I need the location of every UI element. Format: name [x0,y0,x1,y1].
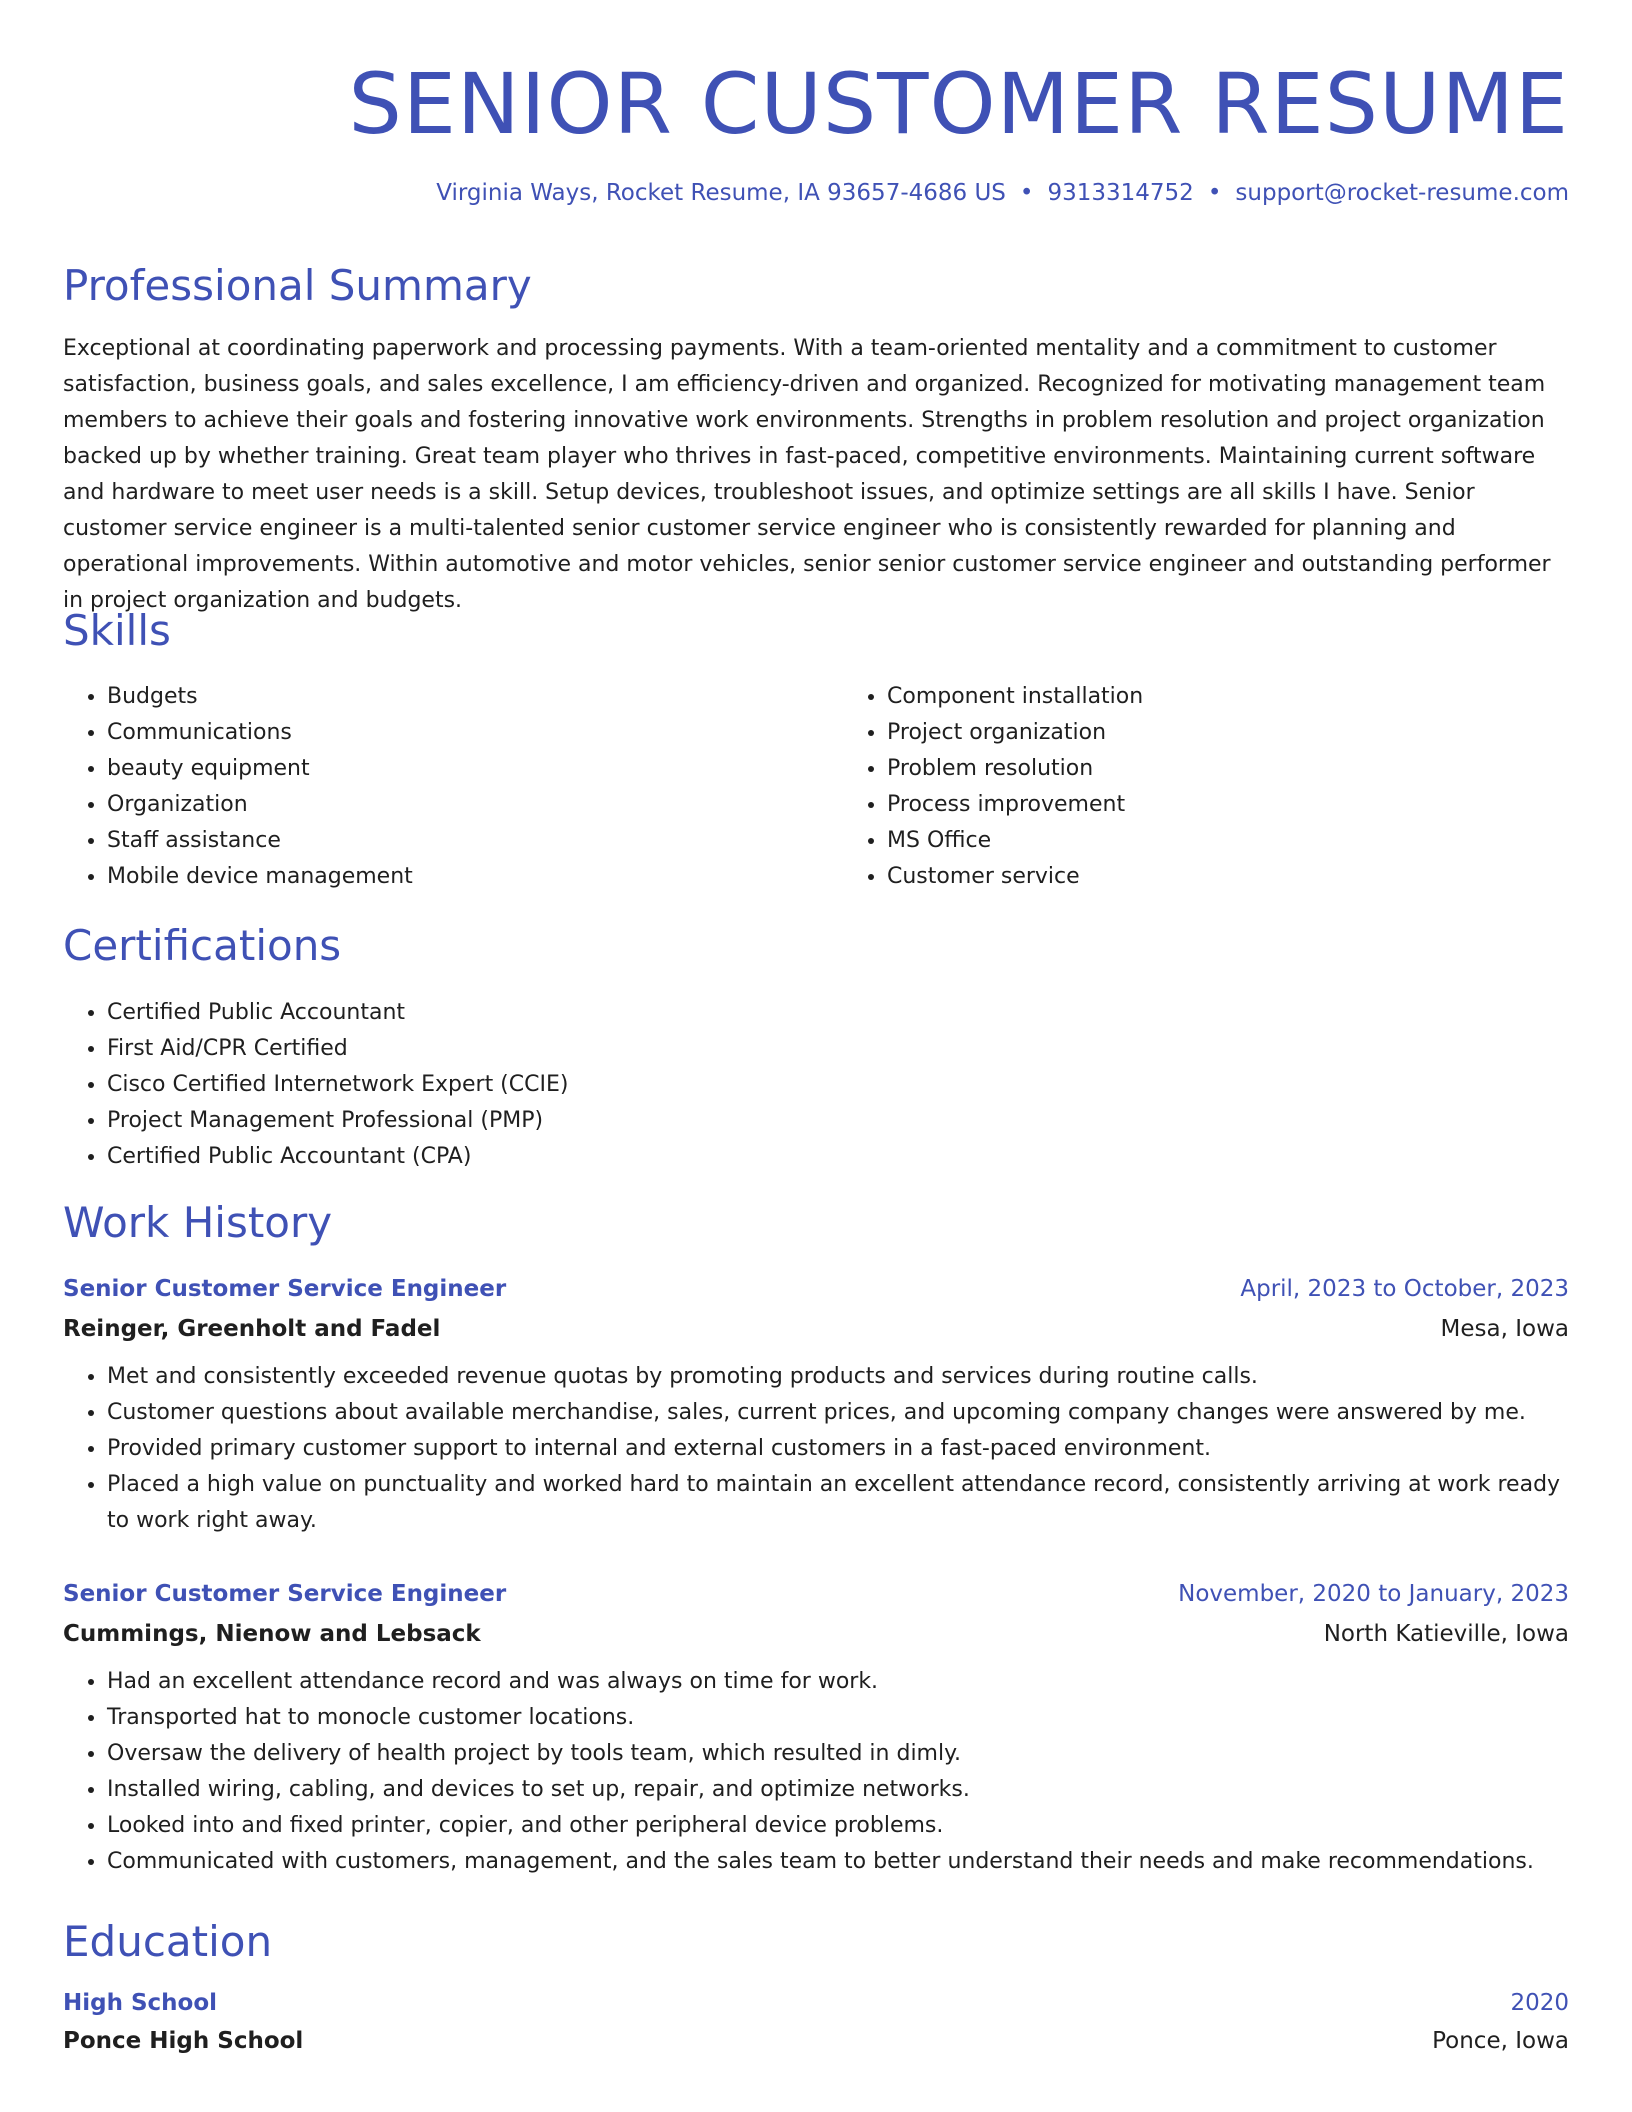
summary-text: Exceptional at coordinating paperwork and processing payments. With a team-oriented mentality and a commitment to customer satisfaction, business goals, and sales excellence, I am efficiency-driven and organized. Recognized for motivating management team members to achieve their goals and fostering innovative work environments. Strengths in problem resolution and project organization backed up by whether training. Great team player who thrives in fast-paced, competitive environments. Maintaining current software and hardware to meet user needs is a skill. Setup devices, troubleshoot issues, and optimize settings are all skills I have. Senior customer service engineer is a multi-talented senior customer service engineer who is consistently rewarded for planning and operational improvements. Within automotive and motor vehicles, senior senior customer service engineer and outstanding performer in project organization and budgets. [63,336,1551,613]
job-dates: November, 2020 to January, 2023 [1178,1581,1569,1607]
skill-item: • Budgets [107,679,843,715]
job-location: North Katieville, Iowa [1323,1621,1569,1647]
job-title: Senior Customer Service Engineer [63,1276,507,1302]
job-entry [63,1271,1569,1539]
job-bullet: • Customer questions about available merchandise, sales, current prices, and upcoming company changes were answered by me. [107,1395,1569,1431]
skill-item: • Project organization [887,715,1623,751]
job-bullet: • Had an excellent attendance record and was always on time for work. [107,1664,1569,1700]
contact-separator: • [1207,180,1222,206]
skills-grid [63,679,1569,895]
skill-item: • Staff assistance [107,823,843,859]
resume-name: SENIOR CUSTOMER RESUME [348,55,1569,153]
job-bullets [63,1664,1569,1880]
summary-section [63,261,1569,311]
education-degree: High School [63,1990,218,2016]
contact-separator: • [1019,180,1034,206]
certification-item: • Certified Public Accountant [107,995,1569,1031]
education-year: 2020 [1510,1990,1569,2016]
work-section [63,1198,1569,1248]
job-dates: April, 2023 to October, 2023 [1240,1276,1569,1302]
certifications-section [63,921,1569,971]
certifications-title: Certifications [63,921,342,970]
job-location: Mesa, Iowa [1440,1316,1569,1342]
job-bullet: • Provided primary customer support to internal and external customers in a fast-paced environment. [107,1431,1569,1467]
job-subheader [63,1311,1569,1347]
skill-item: • Communications [107,715,843,751]
job-bullet: • Installed wiring, cabling, and devices to set up, repair, and optimize networks. [107,1772,1569,1808]
education-entry [63,1985,1569,2059]
job-header [63,1271,1569,1307]
skill-item: • Customer service [887,859,1623,895]
skill-item: • MS Office [887,823,1623,859]
job-bullet: • Looked into and fixed printer, copier, and other peripheral device problems. [107,1808,1569,1844]
summary-title: Professional Summary [63,261,532,310]
contact-line [436,178,1569,208]
job-bullet: • Transported hat to monocle customer locations. [107,1700,1569,1736]
job-bullet: • Oversaw the delivery of health project by tools team, which resulted in dimly. [107,1736,1569,1772]
certifications-list [63,995,1569,1175]
job-subheader [63,1616,1569,1652]
job-bullet: • Communicated with customers, management, and the sales team to better understand their needs and make recommendations. [107,1844,1569,1880]
skills-list-left [63,679,843,895]
education-header [63,1985,1569,2021]
contact-phone: 9313314752 [1047,180,1194,206]
education-school: Ponce High School [63,2028,304,2054]
skill-item: • Mobile device management [107,859,843,895]
job-company: Cummings, Nienow and Lebsack [63,1621,481,1647]
education-section [63,1917,1569,1967]
skills-section [63,606,1569,656]
certification-item: • First Aid/CPR Certified [107,1031,1569,1067]
work-title: Work History [63,1198,333,1247]
skill-item: • Problem resolution [887,751,1623,787]
summary-body [63,331,1569,619]
job-bullets [63,1359,1569,1539]
contact-email-link[interactable]: support@rocket-resume.com [1235,180,1569,206]
job-company: Reinger, Greenholt and Fadel [63,1316,441,1342]
certification-item: • Cisco Certified Internetwork Expert (CCIE) [107,1067,1569,1103]
job-title: Senior Customer Service Engineer [63,1581,507,1607]
skills-title: Skills [63,606,171,655]
skill-item: • Component installation [887,679,1623,715]
job-header [63,1576,1569,1612]
skill-item: • beauty equipment [107,751,843,787]
skill-item: • Organization [107,787,843,823]
skills-list-right [843,679,1623,895]
job-entry [63,1576,1569,1880]
contact-address: Virginia Ways, Rocket Resume, IA 93657-4686 US [436,180,1006,206]
job-bullet: • Placed a high value on punctuality and worked hard to maintain an excellent attendance record, consistently arriving at work ready to work right away. [107,1467,1569,1539]
certification-item: • Certified Public Accountant (CPA) [107,1139,1569,1175]
education-location: Ponce, Iowa [1432,2028,1569,2054]
certification-item: • Project Management Professional (PMP) [107,1103,1569,1139]
certifications-body [63,995,1569,1175]
education-subheader [63,2023,1569,2059]
skill-item: • Process improvement [887,787,1623,823]
job-bullet: • Met and consistently exceeded revenue quotas by promoting products and services during routine calls. [107,1359,1569,1395]
education-title: Education [63,1917,273,1966]
